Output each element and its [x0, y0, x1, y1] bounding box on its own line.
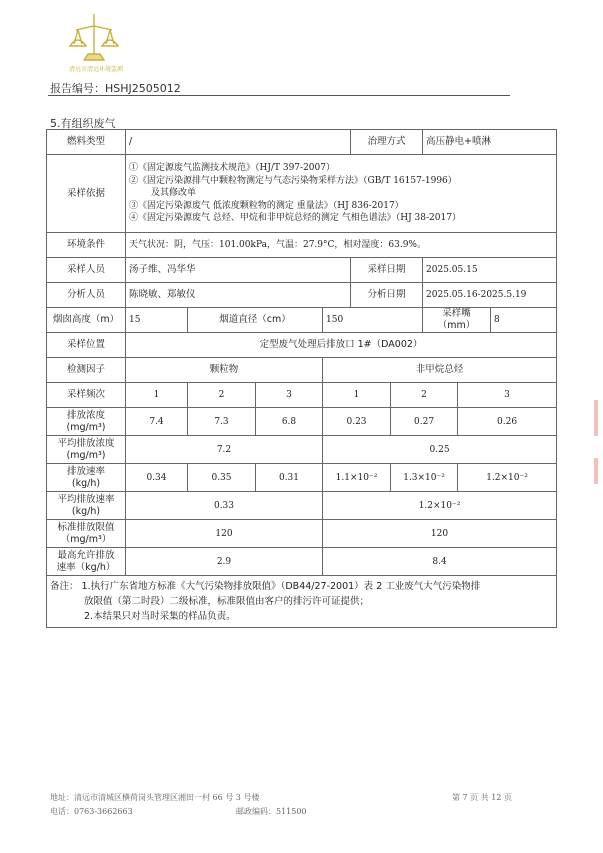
treatment-value: 高压静电+喷淋 [423, 130, 557, 155]
basis-line: ①《固定源废气监测技术规范》（HJ/T 397-2007） [129, 163, 335, 174]
rate-label: 排放速率 (kg/h) [47, 464, 126, 492]
footer-postcode: 邮政编码：511500 [236, 807, 307, 816]
rate-cell: 1.1×10⁻² [323, 464, 391, 492]
analyst-value: 陈晓敏、郑敏仪 [126, 283, 351, 308]
sample-date-value: 2025.05.15 [423, 258, 557, 283]
factor-label: 检测因子 [47, 358, 126, 383]
note-line: 1.执行广东省地方标准《大气污染物排放限值》（DB44/27-2001）表 2 工业废气大气污染物排 [81, 581, 481, 592]
seal-edge-mark [594, 458, 598, 484]
fuel-type-label: 燃料类型 [47, 130, 126, 155]
basis-line: 及其修改单 [151, 188, 197, 199]
note-line: 放限值（第二时段）二级标准，标准限值由客户的排污许可证提供； [84, 596, 370, 607]
limit-rate-label: 最高允许排放 速率（kg/h） [47, 548, 126, 576]
avg-conc-nmhc: 0.25 [323, 436, 557, 464]
footer-phone: 电话：0763-3662663 [50, 807, 133, 816]
basis-line: ②《固定污染源排气中颗粒物测定与气态污染物采样方法》（GB/T 16157-1996） [129, 175, 457, 186]
nozzle-label: 采样嘴（mm） [423, 308, 491, 333]
duct-diameter-label: 烟道直径（cm） [188, 308, 323, 333]
chimney-height-label: 烟囱高度（m） [47, 308, 126, 333]
section-title: 5.有组织废气 [50, 117, 116, 130]
conc-cell: 0.26 [458, 408, 557, 436]
nozzle-value: 8 [491, 308, 557, 333]
frequency-cell: 2 [188, 383, 256, 408]
sampler-value: 汤子维、冯华华 [126, 258, 351, 283]
seal-edge-mark [594, 400, 598, 436]
basis-label: 采样依据 [47, 155, 126, 233]
limit-conc-label: 标准排放限值 （mg/m³） [47, 520, 126, 548]
limit-rate-particulate: 2.9 [126, 548, 323, 576]
avg-rate-nmhc: 1.2×10⁻² [323, 492, 557, 520]
factor-particulate: 颗粒物 [126, 358, 323, 383]
avg-conc-particulate: 7.2 [126, 436, 323, 464]
env-label: 环境条件 [47, 233, 126, 258]
duct-diameter-value: 150 [323, 308, 423, 333]
sampler-label: 采样人员 [47, 258, 126, 283]
chimney-height-value: 15 [126, 308, 188, 333]
avg-conc-label: 平均排放浓度 (mg/m³) [47, 436, 126, 464]
env-value: 天气状况：阴，气压：101.00kPa，气温：27.9°C，相对湿度：63.9%。 [126, 233, 557, 258]
conc-cell: 7.4 [126, 408, 188, 436]
emission-table [46, 129, 557, 628]
sample-date-label: 采样日期 [351, 258, 423, 283]
basis-line: ④《固定污染源废气 总烃、甲烷和非甲烷总烃的测定 气相色谱法》（HJ 38-2017） [129, 213, 461, 224]
limit-conc-particulate: 120 [126, 520, 323, 548]
logo-text: 清远市清远环境监测 [68, 66, 123, 73]
conc-label: 排放浓度 (mg/m³) [47, 408, 126, 436]
analysis-date-value: 2025.05.16-2025.5.19 [423, 283, 557, 308]
conc-cell: 6.8 [256, 408, 323, 436]
location-value: 定型废气处理后排放口 1#（DA002） [126, 333, 557, 358]
frequency-label: 采样频次 [47, 383, 126, 408]
factor-nmhc: 非甲烷总烃 [323, 358, 557, 383]
basis-line: ③《固定污染源废气 低浓度颗粒物的测定 重量法》（HJ 836-2017） [129, 200, 404, 211]
treatment-label: 治理方式 [351, 130, 423, 155]
rate-cell: 1.2×10⁻² [458, 464, 557, 492]
frequency-cell: 3 [256, 383, 323, 408]
fuel-type-value: / [126, 130, 351, 155]
conc-cell: 0.27 [391, 408, 458, 436]
note-line: 2.本结果只对当时采集的样品负责。 [84, 611, 236, 622]
header-divider [48, 95, 510, 96]
avg-rate-label: 平均排放速率 (kg/h) [47, 492, 126, 520]
rate-cell: 0.35 [188, 464, 256, 492]
note-label: 备注： [50, 581, 79, 592]
limit-conc-nmhc: 120 [323, 520, 557, 548]
page-number: 第 7 页 共 12 页 [452, 793, 512, 802]
notes [47, 576, 557, 628]
rate-cell: 0.31 [256, 464, 323, 492]
rate-cell: 1.3×10⁻² [391, 464, 458, 492]
limit-rate-nmhc: 8.4 [323, 548, 557, 576]
location-label: 采样位置 [47, 333, 126, 358]
rate-cell: 0.34 [126, 464, 188, 492]
frequency-cell: 1 [323, 383, 391, 408]
report-number: 报告编号：HSHJ2505012 [50, 82, 181, 95]
footer-address: 地址：清远市清城区横荷岗头管理区湘田一村 66 号 3 号楼 [50, 793, 260, 802]
basis-list [126, 155, 557, 233]
frequency-cell: 3 [458, 383, 557, 408]
conc-cell: 0.23 [323, 408, 391, 436]
avg-rate-particulate: 0.33 [126, 492, 323, 520]
frequency-cell: 2 [391, 383, 458, 408]
analysis-date-label: 分析日期 [351, 283, 423, 308]
frequency-cell: 1 [126, 383, 188, 408]
conc-cell: 7.3 [188, 408, 256, 436]
analyst-label: 分析人员 [47, 283, 126, 308]
